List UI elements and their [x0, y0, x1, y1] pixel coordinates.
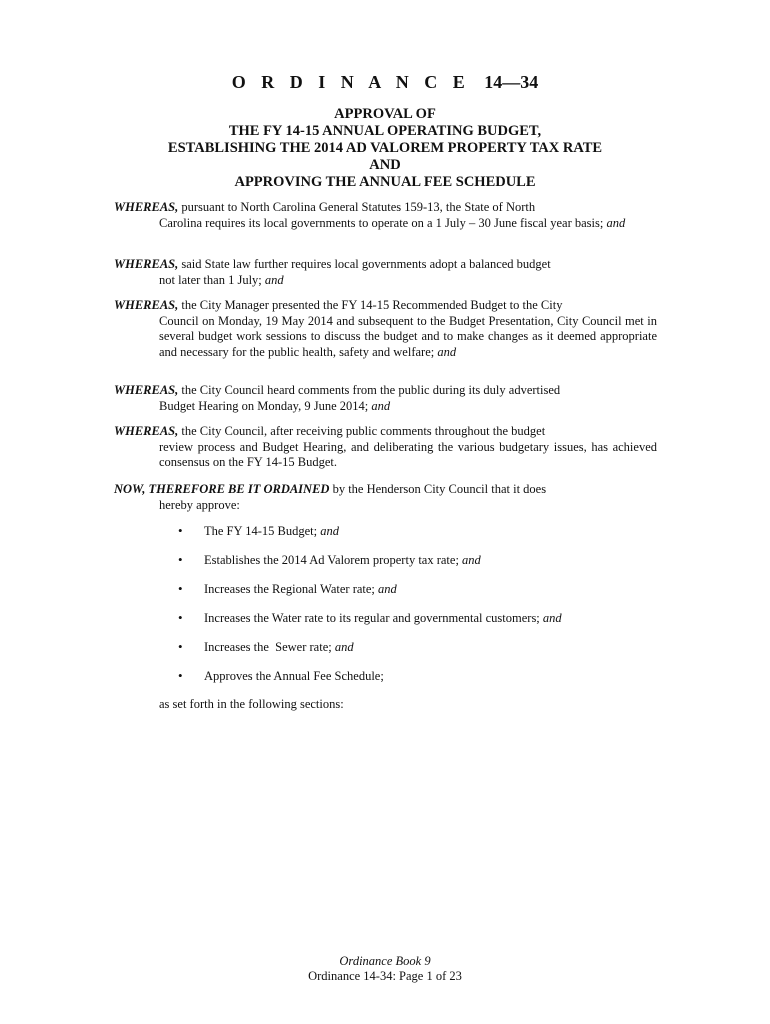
whereas-clause [114, 257, 657, 288]
list-item [178, 524, 678, 553]
clause-text: Budget Hearing on Monday, 9 June 2014; [159, 398, 369, 413]
whereas-clause [114, 383, 657, 414]
whereas-clause [114, 200, 657, 231]
clause-text: Carolina requires its local governments to operate on a 1 July – 30 June fiscal year basis; [159, 215, 604, 230]
clause-text: Council on Monday, 19 May 2014 and subsequent to the Budget Presentation, City Council met in several budget work sessions to discuss the budget and to make changes as it deemed appropriate and necessary for the public health, safety and welfare; [159, 313, 657, 359]
list-item-text: Increases the Water rate to its regular and governmental customers; [204, 611, 540, 625]
heading-line: APPROVAL OF [334, 106, 436, 122]
clause-text: hereby approve: [159, 497, 240, 512]
footer-page-number: Ordinance 14-34: Page 1 of 23 [308, 969, 462, 983]
clause-lead: WHEREAS, [114, 257, 179, 271]
clause-text: review process and Budget Hearing, and deliberating the various budgetary issues, has achieved consensus on the FY 14-15 Budget. [159, 439, 657, 469]
clause-text: said State law further requires local governments adopt a balanced budget [181, 257, 551, 271]
bullet-icon: • [178, 639, 183, 654]
list-item [178, 640, 678, 669]
title-number: 14—34 [484, 72, 539, 92]
clause-connector: and [371, 398, 391, 413]
bullet-icon: • [178, 610, 183, 625]
list-item-text: Approves the Annual Fee Schedule; [204, 669, 384, 683]
whereas-clause [114, 298, 657, 360]
list-item-connector: and [320, 524, 339, 538]
bullet-icon: • [178, 552, 183, 567]
clause-lead: WHEREAS, [114, 424, 179, 438]
clause-text: pursuant to North Carolina General Statutes 159-13, the State of North [181, 200, 536, 214]
ordained-clause [114, 482, 657, 513]
list-item-connector: and [542, 611, 562, 625]
clause-text: not later than 1 July; [159, 272, 262, 287]
heading-line: ESTABLISHING THE 2014 AD VALOREM PROPERTY TAX RATE [167, 140, 603, 156]
bullet-icon: • [178, 668, 183, 683]
heading-line: APPROVING THE ANNUAL FEE SCHEDULE [234, 174, 536, 190]
clause-text: the City Manager presented the FY 14-15 Recommended Budget to the City [181, 298, 563, 312]
heading-line: THE FY 14-15 ANNUAL OPERATING BUDGET, [228, 123, 542, 139]
closing-line: as set forth in the following sections: [159, 697, 344, 711]
footer-book: Ordinance Book 9 [339, 954, 431, 968]
ordinance-heading [0, 106, 770, 191]
list-item [178, 582, 678, 611]
heading-line: AND [369, 157, 401, 173]
clause-lead: WHEREAS, [114, 200, 179, 214]
list-item-text: The FY 14-15 Budget; [204, 524, 318, 538]
clause-lead: WHEREAS, [114, 383, 179, 397]
clause-text: the City Council, after receiving public comments throughout the budget [181, 424, 546, 438]
clause-connector: and [606, 215, 626, 230]
clause-text: the City Council heard comments from the public during its duly advertised [181, 383, 561, 397]
list-item-connector: and [334, 640, 354, 654]
list-item-text: Establishes the 2014 Ad Valorem property tax rate; [204, 553, 459, 567]
clause-connector: and [437, 344, 457, 359]
bullet-icon: • [178, 581, 183, 596]
clause-text: by the Henderson City Council that it does [332, 482, 547, 496]
approval-list [178, 524, 678, 698]
title-word: O R D I N A N C E [231, 72, 471, 92]
list-item-connector: and [462, 553, 481, 567]
clause-connector: and [264, 272, 284, 287]
list-item [178, 553, 678, 582]
list-item-text: Increases the Sewer rate; [204, 640, 332, 654]
bullet-icon: • [178, 523, 183, 538]
clause-lead: NOW, THEREFORE BE IT ORDAINED [114, 482, 330, 496]
list-item-connector: and [378, 582, 397, 596]
list-item [178, 669, 678, 698]
ordinance-title [0, 72, 770, 93]
whereas-clause [114, 424, 657, 471]
list-item-text: Increases the Regional Water rate; [204, 582, 375, 596]
clause-lead: WHEREAS, [114, 298, 179, 312]
page-footer [0, 954, 770, 984]
list-item [178, 611, 678, 640]
